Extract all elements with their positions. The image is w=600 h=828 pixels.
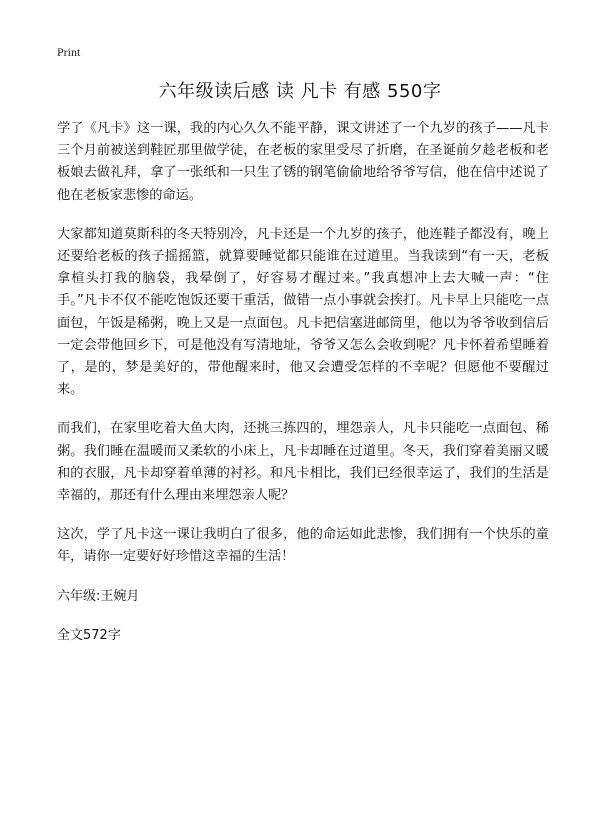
- paragraph-2: 大家都知道莫斯科的冬天特别冷，凡卡还是一个九岁的孩子，他连鞋子都没有，晚上还要给老板的孩子摇摇篮，就算要睡觉都只能谁在过道里。当我读到“有一天，老板拿楦头打我的脑袋，我晕倒了，好容易才醒过来。”我真想冲上去大喊一声：“住手。”凡卡不仅不能吃饱饭还要干重活，做错一点小事就会挨打。凡卡早上只能吃一点面包，午饭是稀粥，晚上又是一点面包。凡卡把信塞进邮筒里，他以为爷爷收到信后一定会带他回乡下，可是他没有写清地址，爷爷又怎么会收到呢？凡卡怀着希望睡着了，是的，梦是美好的，带他醒来时，他又会遭受怎样的不幸呢？但愿他不要醒过来。: [57, 226, 549, 398]
- word-count: 全文572字: [57, 627, 121, 643]
- page-title: 六年级读后感 读 凡卡 有感 550字: [158, 81, 442, 102]
- paragraph-3: 而我们，在家里吃着大鱼大肉，还挑三拣四的，埋怨亲人，凡卡只能吃一点面包、稀粥。我们睡在温暖而又柔软的小床上，凡卡却睡在过道里。冬天，我们穿着美丽又暖和的衣服，凡卡却穿着单薄的衬衫。和凡卡相比，我们已经很幸运了，我们的生活是幸福的，那还有什么理由来埋怨亲人呢？: [57, 421, 549, 504]
- paragraph-4: 这次，学了凡卡这一课让我明白了很多，他的命运如此悲惨，我们拥有一个快乐的童年，请你一定要好好珍惜这幸福的生活！: [57, 527, 549, 565]
- article-body: [57, 118, 549, 664]
- print-link[interactable]: Print: [57, 45, 81, 59]
- author-signature: 六年级:王婉月: [57, 588, 140, 604]
- paragraph-1: 学了《凡卡》这一课，我的内心久久不能平静，课文讲述了一个九岁的孩子——凡卡三个月前被送到鞋匠那里做学徒，在老板的家里受尽了折磨，在圣诞前夕趁老板和老板娘去做礼拜，拿了一张纸和一只生了锈的钢笔偷偷地给爷爷写信，他在信中述说了他在老板家悲惨的命运。: [57, 121, 549, 203]
